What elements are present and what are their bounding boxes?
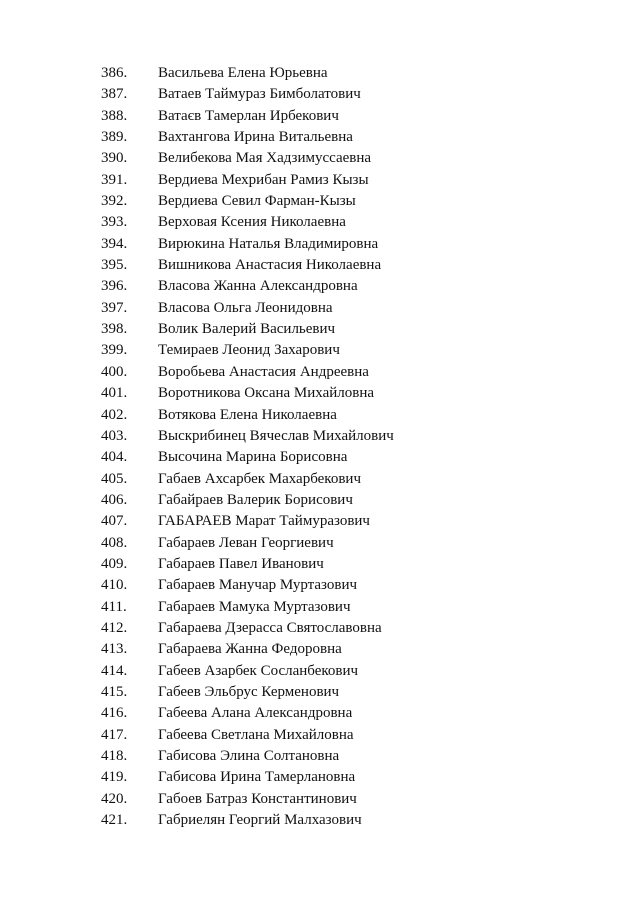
list-item-number: 409. xyxy=(101,555,128,572)
list-item xyxy=(0,767,640,788)
list-item-number: 389. xyxy=(101,129,128,146)
list-item xyxy=(0,703,640,724)
list-item-number: 413. xyxy=(101,641,128,658)
list-item-name: Вирюкина Наталья Владимировна xyxy=(158,235,379,252)
list-item-name: Темираев Леонид Захарович xyxy=(158,342,340,359)
list-item-number: 419. xyxy=(101,769,128,786)
list-item-name: Воробьева Анастасия Андреевна xyxy=(158,363,369,380)
list-item-name: Габриелян Георгий Малхазович xyxy=(158,812,362,829)
list-item-name: Габеева Светлана Михайловна xyxy=(158,726,354,743)
list-item-number: 393. xyxy=(101,214,128,231)
list-item-number: 405. xyxy=(101,470,128,487)
list-item xyxy=(0,212,640,233)
list-item-name: Габараев Мамука Муртазович xyxy=(158,598,351,615)
list-item-name: Высочина Марина Борисовна xyxy=(158,449,348,466)
list-item-number: 421. xyxy=(101,812,128,829)
list-item xyxy=(0,810,640,831)
list-item-number: 394. xyxy=(101,235,128,252)
list-item-name: Васильева Елена Юрьевна xyxy=(158,65,328,81)
list-item-name: Габеева Алана Александровна xyxy=(158,705,353,722)
list-item-number: 400. xyxy=(101,363,128,380)
list-item xyxy=(0,661,640,682)
list-item-name: Волик Валерий Васильевич xyxy=(158,321,336,338)
list-item xyxy=(0,340,640,361)
numbered-name-list xyxy=(0,63,640,831)
list-item xyxy=(0,554,640,575)
list-item-number: 387. xyxy=(101,86,128,103)
list-item-number: 388. xyxy=(101,107,128,124)
list-item xyxy=(0,63,640,84)
list-item xyxy=(0,319,640,340)
list-item xyxy=(0,469,640,490)
list-item-name: Габеев Эльбрус Керменович xyxy=(158,683,340,700)
list-item-number: 411. xyxy=(101,598,127,615)
list-item-name: Вердиева Севил Фарман-Кызы xyxy=(158,193,356,210)
list-item-name: Выскрибинец Вячеслав Михайлович xyxy=(158,427,394,444)
list-item-name: Власова Ольга Леонидовна xyxy=(158,299,333,316)
list-item xyxy=(0,383,640,404)
list-item-number: 404. xyxy=(101,449,128,466)
list-item-number: 390. xyxy=(101,150,128,167)
list-item xyxy=(0,276,640,297)
list-item-number: 399. xyxy=(101,342,128,359)
list-item xyxy=(0,84,640,105)
list-item-number: 401. xyxy=(101,385,128,402)
list-item-number: 402. xyxy=(101,406,128,423)
list-item-number: 412. xyxy=(101,619,128,636)
list-item-number: 406. xyxy=(101,491,128,508)
list-item xyxy=(0,789,640,810)
list-item-number: 392. xyxy=(101,193,128,210)
list-item-name: Габараев Леван Георгиевич xyxy=(158,534,334,551)
list-item-number: 407. xyxy=(101,513,128,530)
list-item-name: Власова Жанна Александровна xyxy=(158,278,358,295)
list-item-number: 403. xyxy=(101,427,128,444)
list-item-name: Верховая Ксения Николаевна xyxy=(158,214,346,231)
list-item xyxy=(0,362,640,383)
list-item-number: 420. xyxy=(101,790,128,807)
list-item xyxy=(0,725,640,746)
list-item xyxy=(0,533,640,554)
list-item xyxy=(0,597,640,618)
list-item-number: 414. xyxy=(101,662,128,679)
list-item-name: Вотякова Елена Николаевна xyxy=(158,406,337,423)
list-item-name: Ватаев Таймураз Бимболатович xyxy=(158,86,361,103)
list-item xyxy=(0,148,640,169)
list-item xyxy=(0,618,640,639)
list-item-name: Габараева Дзерасса Святославовна xyxy=(158,619,382,636)
list-item-name: Габаев Ахсарбек Махарбекович xyxy=(158,470,361,487)
list-item xyxy=(0,426,640,447)
list-item xyxy=(0,255,640,276)
list-item-number: 398. xyxy=(101,321,128,338)
list-item-name: Габеев Азарбек Сосланбекович xyxy=(158,662,359,679)
list-item-name: Велибекова Мая Хадзимуссаевна xyxy=(158,150,372,167)
list-item-name: ГАБАРАЕВ Марат Таймуразович xyxy=(158,513,370,530)
list-item-number: 417. xyxy=(101,726,128,743)
list-item-name: Габисова Ирина Тамерлановна xyxy=(158,769,356,786)
list-item xyxy=(0,575,640,596)
list-item-name: Ватаєв Тамерлан Ирбекович xyxy=(158,107,339,124)
list-item xyxy=(0,490,640,511)
list-item-number: 386. xyxy=(101,65,128,81)
list-item xyxy=(0,405,640,426)
list-item-number: 391. xyxy=(101,171,128,188)
list-item-name: Вердиева Мехрибан Рамиз Кызы xyxy=(158,171,369,188)
list-item-number: 418. xyxy=(101,748,128,764)
list-item-name: Воротникова Оксана Михайловна xyxy=(158,385,375,402)
list-item-name: Габараева Жанна Федоровна xyxy=(158,641,342,658)
list-item xyxy=(0,511,640,532)
list-item-number: 416. xyxy=(101,705,128,722)
list-item-number: 408. xyxy=(101,534,128,551)
list-item-name: Габисова Элина Солтановна xyxy=(158,748,340,764)
list-item-name: Габайраев Валерик Борисович xyxy=(158,491,353,508)
list-item xyxy=(0,127,640,148)
list-item-name: Габараев Павел Иванович xyxy=(158,555,324,572)
list-item xyxy=(0,298,640,319)
list-item-number: 415. xyxy=(101,683,128,700)
list-item xyxy=(0,191,640,212)
list-item xyxy=(0,234,640,255)
list-item-number: 396. xyxy=(101,278,128,295)
list-item xyxy=(0,106,640,127)
list-item-name: Вахтангова Ирина Витальевна xyxy=(158,129,353,146)
list-item-number: 410. xyxy=(101,577,128,594)
list-item xyxy=(0,682,640,703)
list-item xyxy=(0,746,640,767)
list-item xyxy=(0,170,640,191)
list-item xyxy=(0,447,640,468)
list-item-number: 395. xyxy=(101,257,128,274)
list-item xyxy=(0,639,640,660)
list-item-name: Вишникова Анастасия Николаевна xyxy=(158,257,382,274)
list-item-name: Габараев Манучар Муртазович xyxy=(158,577,358,594)
list-item-name: Габоев Батраз Константинович xyxy=(158,790,357,807)
list-item-number: 397. xyxy=(101,299,128,316)
